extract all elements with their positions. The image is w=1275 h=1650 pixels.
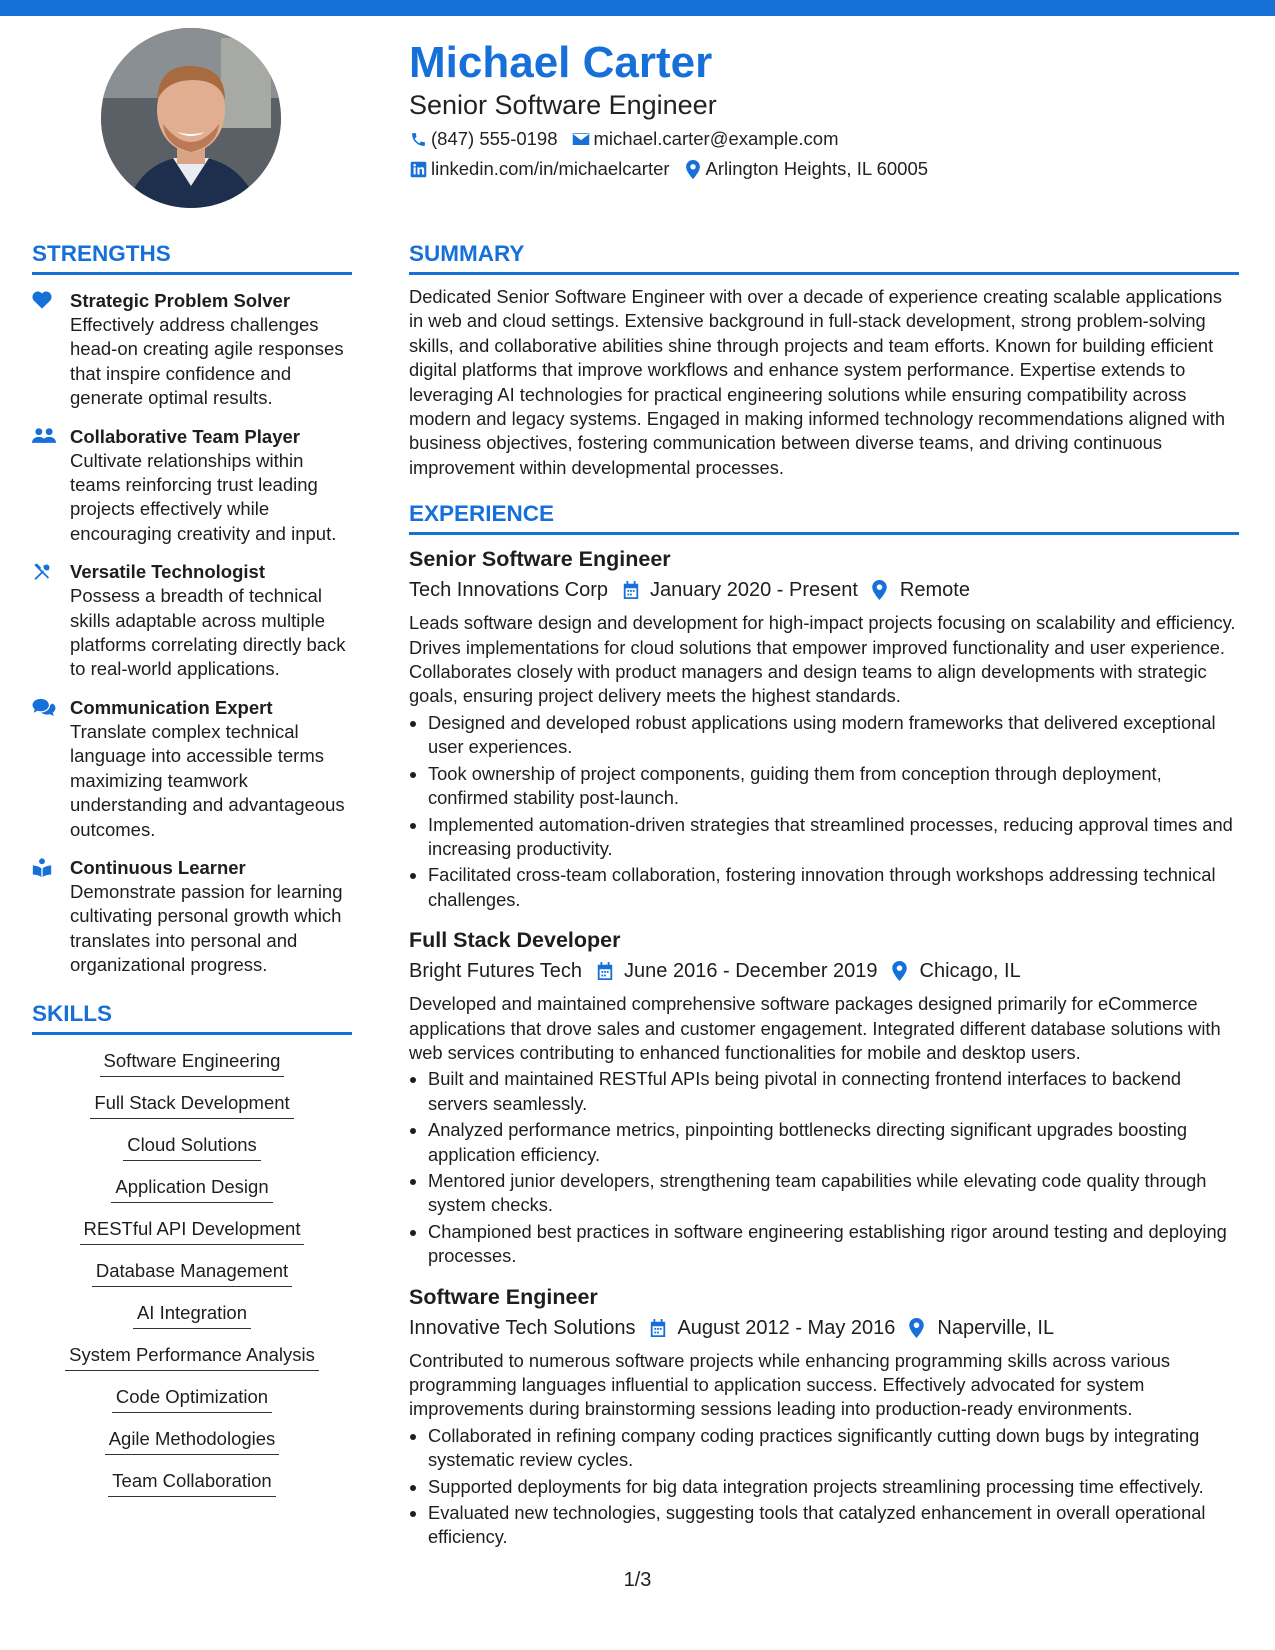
experience-section <box>409 500 1239 1550</box>
heart-icon <box>32 289 70 411</box>
skill-item: Application Design <box>32 1176 352 1203</box>
skill-item: Cloud Solutions <box>32 1134 352 1161</box>
job-description: Developed and maintained comprehensive software packages designed primarily for eCommerce applications that drove sales and customer engagement. Integrated different database solutions with web services contributing to enhanced functionalities for mobile and desktop users. <box>409 993 1221 1063</box>
strength-name: Collaborative Team Player <box>70 425 300 447</box>
strength-item <box>32 560 352 682</box>
job-dates: August 2012 - May 2016 <box>677 1316 896 1339</box>
skill-item: Software Engineering <box>32 1050 352 1077</box>
strength-name: Continuous Learner <box>70 856 246 878</box>
strength-desc: Possess a breadth of technical skills adaptable across multiple platforms correlating directly back to real-world applications. <box>70 585 346 680</box>
job-dates: June 2016 - December 2019 <box>624 960 878 983</box>
strength-name: Strategic Problem Solver <box>70 290 291 311</box>
candidate-name: Michael Carter <box>409 38 713 87</box>
job-company: Bright Futures Tech <box>409 960 583 983</box>
candidate-title: Senior Software Engineer <box>409 90 717 120</box>
phone-icon <box>409 130 427 148</box>
experience-heading: EXPERIENCE <box>409 500 1239 535</box>
skills-heading: SKILLS <box>32 1000 352 1035</box>
job-meta <box>409 1313 1239 1343</box>
envelope-icon <box>572 130 590 148</box>
page-number: 1/3 <box>623 1569 652 1591</box>
skill-item: Full Stack Development <box>32 1092 352 1119</box>
users-icon <box>32 425 70 547</box>
linkedin-icon <box>409 160 427 178</box>
bullet-item: • Collaborated in refining company coding practices significantly cutting down bugs by integrating systematic review cycles. <box>428 1424 1239 1473</box>
bullet-item: • Championed best practices in software engineering establishing rigor around testing and deploying processes. <box>428 1220 1239 1269</box>
summary-heading: SUMMARY <box>409 240 1239 275</box>
strength-item <box>32 289 352 411</box>
book-reader-icon <box>32 856 70 978</box>
bullet-item: • Built and maintained RESTful APIs being pivotal in connecting frontend interfaces to backend servers seamlessly. <box>428 1067 1239 1116</box>
phone-text[interactable]: (847) 555-0198 <box>431 128 558 149</box>
location-item <box>684 156 929 182</box>
skill-item: Team Collaboration <box>32 1470 352 1497</box>
job-entry <box>409 1283 1239 1550</box>
bullet-item: • Supported deployments for big data integration projects streamlining processing time effectively. <box>428 1475 1239 1499</box>
bullet-item: • Implemented automation-driven strategies that streamlined processes, reducing approval times and increasing productivity. <box>428 813 1239 862</box>
strength-name: Communication Expert <box>70 696 273 718</box>
job-title: Software Engineer <box>409 1284 598 1309</box>
contact-row-1 <box>409 126 1229 152</box>
bullet-item: • Evaluated new technologies, suggesting tools that catalyzed enhancement in overall operational efficiency. <box>428 1501 1239 1550</box>
job-bullets <box>409 1424 1239 1550</box>
job-title: Senior Software Engineer <box>409 547 671 572</box>
strength-desc: Translate complex technical language into accessible terms maximizing teamwork understanding and advantageous outcomes. <box>70 720 345 840</box>
linkedin-link[interactable]: linkedin.com/in/michaelcarter <box>431 158 670 179</box>
job-entry <box>409 926 1239 1268</box>
email-item <box>572 126 839 152</box>
phone-item <box>409 126 558 152</box>
job-dates: January 2020 - Present <box>650 579 858 602</box>
job-description: Contributed to numerous software projects while enhancing programming skills across various programming languages influential to application success. Effectively advocated for system improvements during brainstorming sessions leading into production-ready environments. <box>409 1349 1171 1420</box>
profile-photo <box>101 28 281 208</box>
calendar-icon <box>622 580 642 600</box>
job-location: Chicago, IL <box>919 960 1021 983</box>
job-meta <box>409 956 1239 986</box>
map-pin-icon <box>872 580 892 600</box>
skills-list <box>32 1050 352 1497</box>
job-entry <box>409 545 1239 912</box>
strength-name: Versatile Technologist <box>70 561 265 583</box>
job-location: Naperville, IL <box>937 1316 1055 1339</box>
skill-item: Agile Methodologies <box>32 1428 352 1455</box>
linkedin-item <box>409 156 670 182</box>
location-text: Arlington Heights, IL 60005 <box>705 158 929 179</box>
summary-text: Dedicated Senior Software Engineer with over a decade of experience creating scalable applications in web and cloud settings. Extensive background in full-stack development, strong problem-solving skills, and collaborative abilities shine through projects and team efforts. Known for building efficient digital platforms that improve workflows and enhance system performance. Expertise extends to leveraging AI technologies for practical engineering solutions while ensuring compatibility across modern and legacy systems. Engaged in making informed technology recommendations aligned with business objectives, fostering communication between diverse teams, and driving continuous improvement within developmental processes. <box>409 286 1225 478</box>
strength-desc: Demonstrate passion for learning cultivating personal growth which translates into personal and organizational progress. <box>70 880 343 976</box>
left-column <box>32 240 352 1497</box>
bullet-item: • Mentored junior developers, strengthening team capabilities while elevating code quality through system checks. <box>428 1169 1239 1218</box>
job-company: Tech Innovations Corp <box>409 579 609 602</box>
contact-row-2 <box>409 156 1229 182</box>
job-meta <box>409 575 1239 605</box>
skill-item: AI Integration <box>32 1302 352 1329</box>
map-pin-icon <box>892 961 912 981</box>
strength-item <box>32 856 352 978</box>
bullet-item: • Analyzed performance metrics, pinpointing bottlenecks directing significant upgrades boosting application efficiency. <box>428 1118 1239 1167</box>
comments-icon <box>32 696 70 842</box>
job-location: Remote <box>899 579 970 602</box>
strength-desc: Cultivate relationships within teams reinforcing trust leading projects effectively while encouraging creativity and input. <box>70 449 337 544</box>
right-column <box>409 240 1239 1552</box>
resume-header <box>409 38 1229 182</box>
job-bullets <box>409 711 1239 912</box>
skill-item: RESTful API Development <box>32 1218 352 1245</box>
skill-item: Database Management <box>32 1260 352 1287</box>
email-link[interactable]: michael.carter@example.com <box>593 128 839 149</box>
skill-item: System Performance Analysis <box>32 1344 352 1371</box>
job-description: Leads software design and development for high-impact projects focusing on scalability and efficiency. Drives implementations for cloud solutions that empower improved functionality and user experience. Collaborates closely with product managers and design teams to align developments with strategic goals, ensuring project delivery meets the highest standards. <box>409 612 1236 707</box>
job-bullets <box>409 1067 1239 1268</box>
skill-item: Code Optimization <box>32 1386 352 1413</box>
calendar-icon <box>596 961 616 981</box>
job-company: Innovative Tech Solutions <box>409 1316 636 1339</box>
bullet-item: • Facilitated cross-team collaboration, fostering innovation through workshops addressing technical challenges. <box>428 863 1239 912</box>
strength-item <box>32 425 352 547</box>
calendar-icon <box>649 1318 669 1338</box>
bullet-item: • Took ownership of project components, guiding them from conception through deployment, confirmed stability post-launch. <box>428 762 1239 811</box>
map-pin-icon <box>909 1318 929 1338</box>
strengths-heading: STRENGTHS <box>32 240 352 275</box>
map-pin-icon <box>684 160 702 178</box>
strength-item <box>32 696 352 842</box>
job-title: Full Stack Developer <box>409 928 621 953</box>
strength-desc: Effectively address challenges head-on creating agile responses that inspire confidence and generate optimal results. <box>70 314 344 409</box>
top-accent-bar <box>0 0 1275 16</box>
bullet-item: • Designed and developed robust applications using modern frameworks that delivered exceptional user experiences. <box>428 711 1239 760</box>
tools-icon <box>32 560 70 682</box>
